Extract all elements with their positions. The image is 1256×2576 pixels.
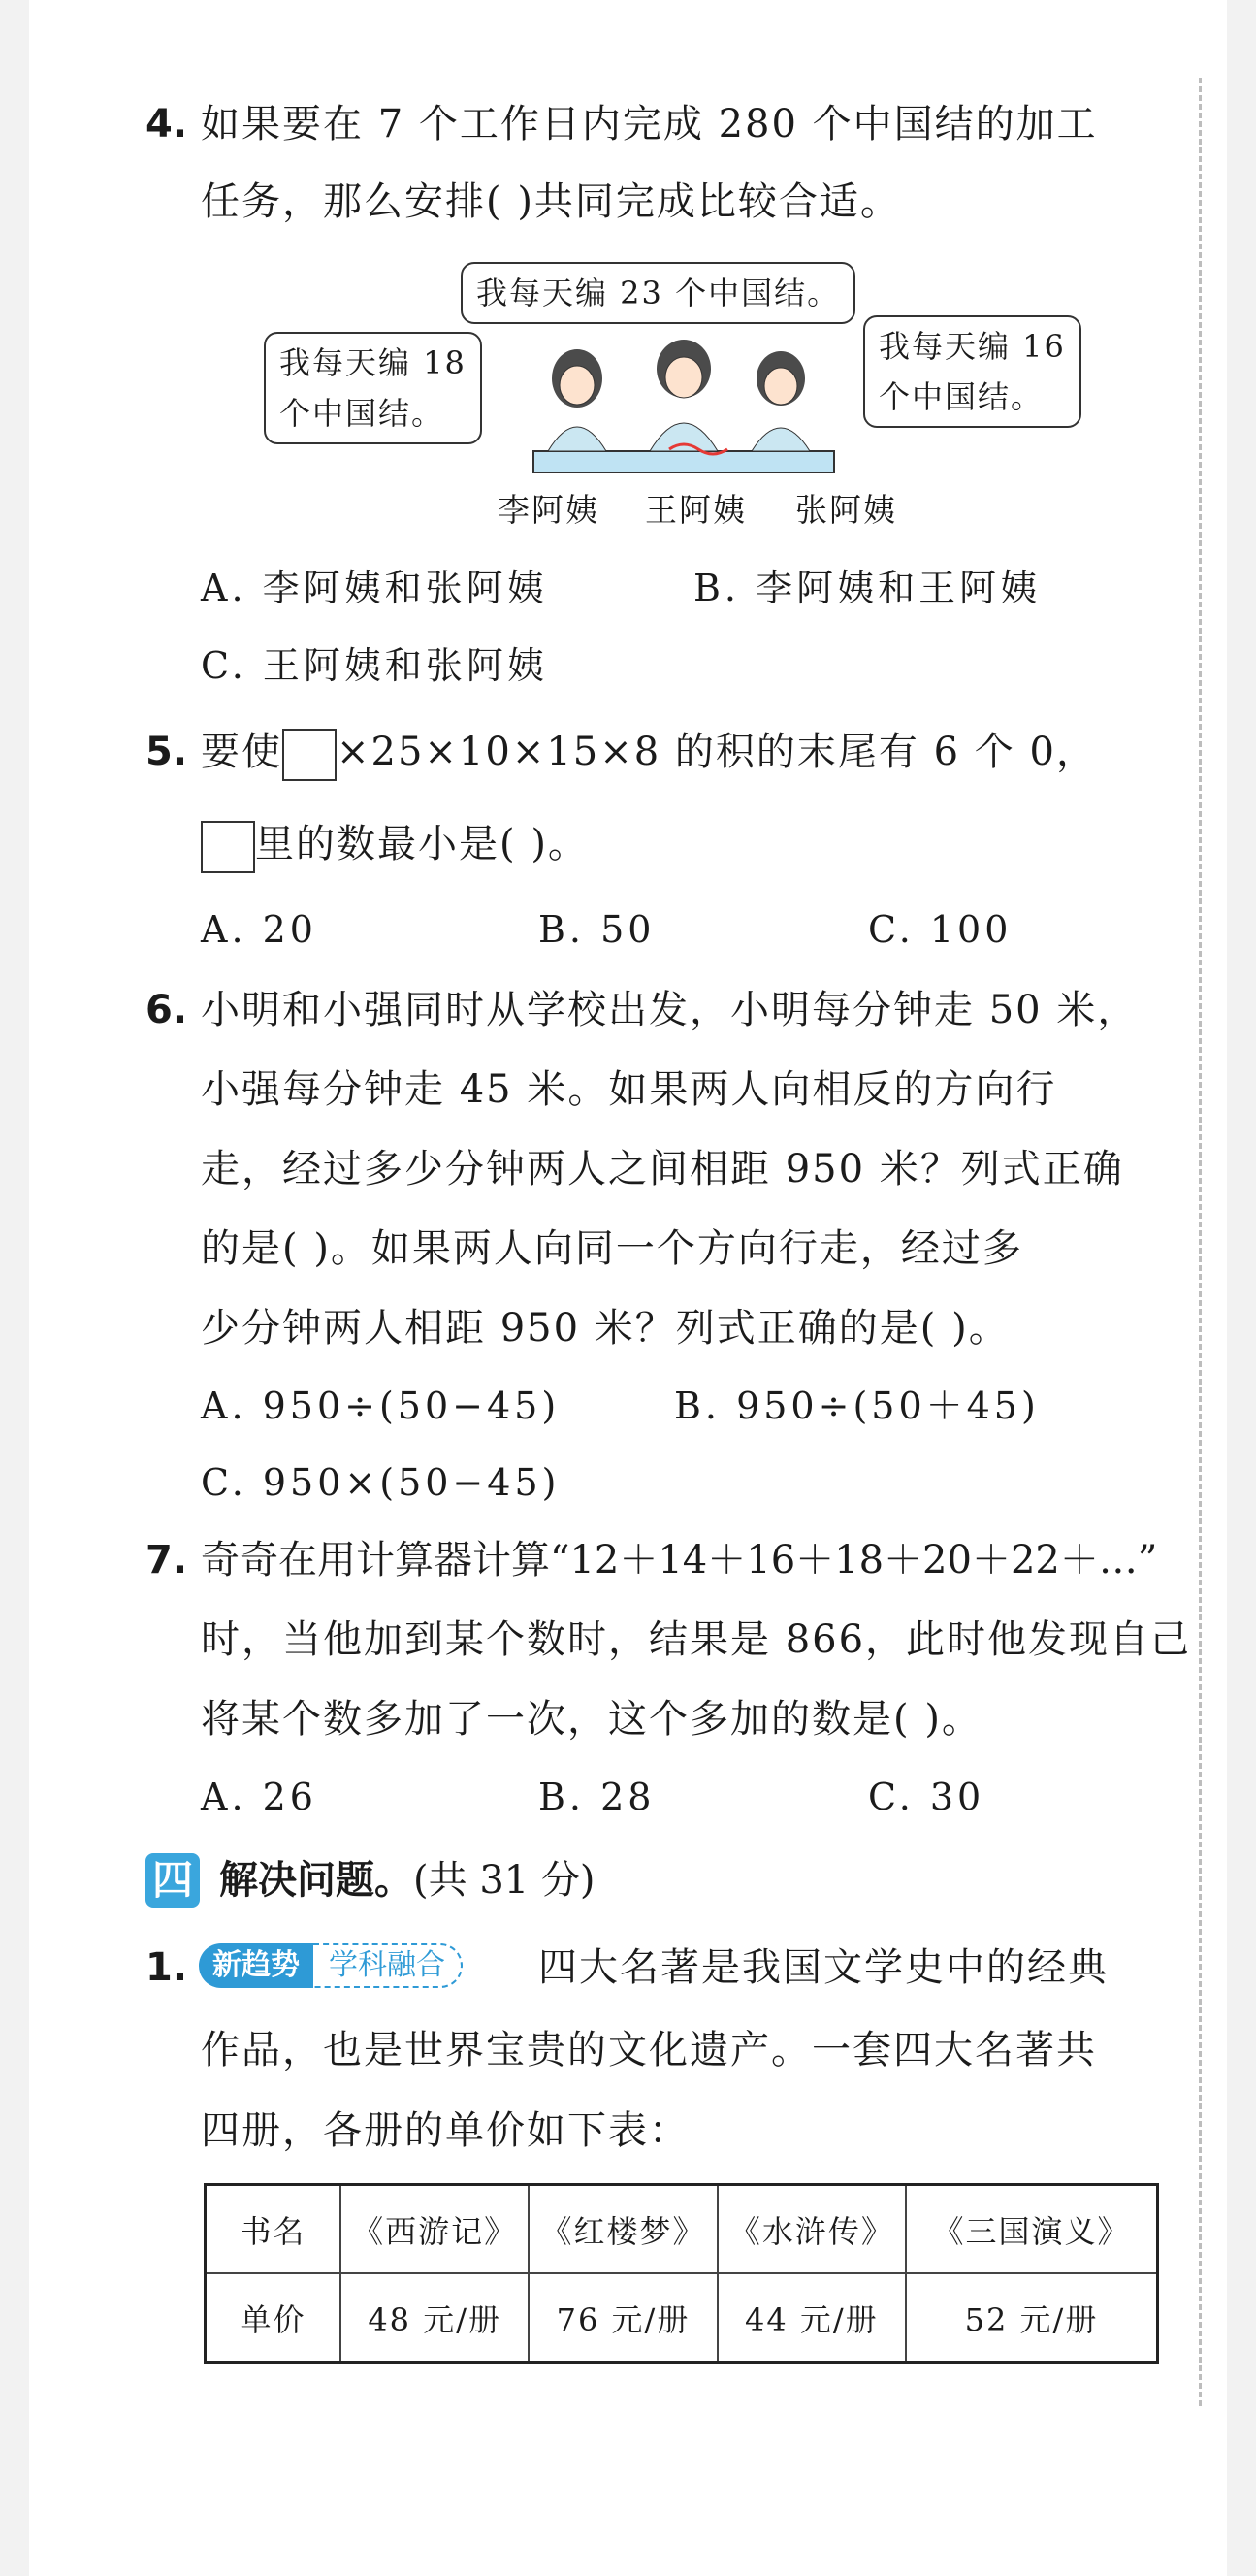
name-caption-li: 李阿姨 bbox=[498, 491, 599, 529]
question-text: 的是( )。如果两人向同一个方向行走，经过多 bbox=[201, 1226, 1023, 1271]
speech-bubble-wang bbox=[461, 262, 855, 324]
question-text: 将某个数多加了一次，这个多加的数是( )。 bbox=[201, 1697, 982, 1742]
option-c[interactable]: C. 100 bbox=[868, 908, 1013, 951]
option-c[interactable]: C. 30 bbox=[868, 1776, 985, 1818]
question-text-part: 要使 bbox=[201, 730, 282, 774]
question-text: 如果要在 7 个工作日内完成 280 个中国结的加工 bbox=[201, 102, 1098, 147]
option-b[interactable]: B. 950÷(50＋45) bbox=[674, 1385, 1040, 1427]
question-number: 4. bbox=[145, 102, 188, 147]
table-cell: 76 元/册 bbox=[529, 2273, 717, 2363]
option-a[interactable]: A. 950÷(50−45) bbox=[201, 1385, 561, 1427]
option-a[interactable]: A. 李阿姨和张阿姨 bbox=[201, 567, 548, 609]
question-number: 5. bbox=[145, 730, 188, 774]
speech-bubble-zhang bbox=[863, 315, 1081, 428]
option-b[interactable]: B. 50 bbox=[538, 908, 656, 951]
question-number: 6. bbox=[145, 988, 188, 1032]
table-row bbox=[206, 2185, 1158, 2274]
table-cell: 52 元/册 bbox=[906, 2273, 1158, 2363]
question-number: 7. bbox=[145, 1538, 188, 1582]
section-number-icon: 四 bbox=[145, 1853, 200, 1908]
section-title-text: 解决问题。 bbox=[219, 1858, 413, 1903]
problem-text: 四册，各册的单价如下表： bbox=[201, 2108, 690, 2153]
table-row bbox=[206, 2273, 1158, 2363]
question-text-part: ×25×10×15×8 的积的末尾有 6 个 0， bbox=[337, 730, 1097, 774]
option-b[interactable]: B. 28 bbox=[538, 1776, 656, 1818]
option-c[interactable]: C. 王阿姨和张阿姨 bbox=[201, 644, 548, 687]
question-text: 小强每分钟走 45 米。如果两人向相反的方向行 bbox=[201, 1067, 1057, 1112]
option-c[interactable]: C. 950×(50−45) bbox=[201, 1461, 561, 1504]
bubble-text: 我每天编 16 bbox=[879, 328, 1066, 365]
three-aunties-picture bbox=[524, 335, 844, 480]
aunt-zhang-figure bbox=[752, 351, 810, 451]
aunt-wang-figure bbox=[650, 340, 718, 451]
answer-box[interactable] bbox=[282, 729, 337, 781]
question-text: 少分钟两人相距 950 米？列式正确的是( )。 bbox=[201, 1306, 1010, 1351]
problem-number: 1. bbox=[145, 1945, 188, 1990]
trend-badge bbox=[199, 1943, 463, 1988]
problem-text: 作品，也是世界宝贵的文化遗产。一套四大名著共 bbox=[201, 2028, 1097, 2072]
speech-bubble-li bbox=[264, 332, 482, 444]
question-text: 时，当他加到某个数时，结果是 866，此时他发现自己 bbox=[201, 1617, 1192, 1662]
section-points: (共 31 分) bbox=[413, 1858, 596, 1903]
question-text: 走，经过多少分钟两人之间相距 950 米？列式正确 bbox=[201, 1147, 1124, 1191]
option-a[interactable]: A. 26 bbox=[201, 1776, 317, 1818]
option-b[interactable]: B. 李阿姨和王阿姨 bbox=[693, 567, 1042, 609]
section-title bbox=[219, 1853, 596, 1908]
problem-text: 四大名著是我国文学史中的经典 bbox=[538, 1945, 1109, 1990]
bubble-text: 个中国结。 bbox=[879, 378, 1045, 415]
table-header-cell: 《水浒传》 bbox=[718, 2185, 906, 2274]
question-text bbox=[201, 817, 589, 873]
question-text: 小明和小强同时从学校出发，小明每分钟走 50 米， bbox=[201, 988, 1139, 1032]
question-text bbox=[201, 725, 1097, 781]
name-caption-zhang: 张阿姨 bbox=[795, 491, 897, 529]
table-header-cell: 《三国演义》 bbox=[906, 2185, 1158, 2274]
question-text: 奇奇在用计算器计算“12＋14＋16＋18＋20＋22＋…” bbox=[201, 1538, 1158, 1582]
name-caption-wang: 王阿姨 bbox=[645, 491, 747, 529]
bubble-text: 个中国结。 bbox=[279, 395, 445, 432]
book-price-table bbox=[204, 2183, 1159, 2364]
bubble-text: 我每天编 18 bbox=[279, 344, 467, 381]
aunt-li-figure bbox=[548, 349, 606, 451]
table-cell: 44 元/册 bbox=[718, 2273, 906, 2363]
table-header-cell: 《西游记》 bbox=[340, 2185, 529, 2274]
table-cell: 48 元/册 bbox=[340, 2273, 529, 2363]
answer-box[interactable] bbox=[201, 821, 255, 873]
question-text: 任务，那么安排( )共同完成比较合适。 bbox=[201, 179, 901, 224]
badge-main-label: 新趋势 bbox=[199, 1943, 313, 1988]
badge-sub-label: 学科融合 bbox=[313, 1943, 463, 1988]
bubble-text: 我每天编 23 个中国结。 bbox=[476, 275, 841, 311]
table-header-cell: 《红楼梦》 bbox=[529, 2185, 717, 2274]
table-header-cell: 书名 bbox=[206, 2185, 341, 2274]
table-cell: 单价 bbox=[206, 2273, 341, 2363]
option-a[interactable]: A. 20 bbox=[201, 908, 317, 951]
question-text-part: 里的数最小是( )。 bbox=[255, 822, 589, 866]
dashed-margin-line bbox=[1199, 78, 1202, 2406]
